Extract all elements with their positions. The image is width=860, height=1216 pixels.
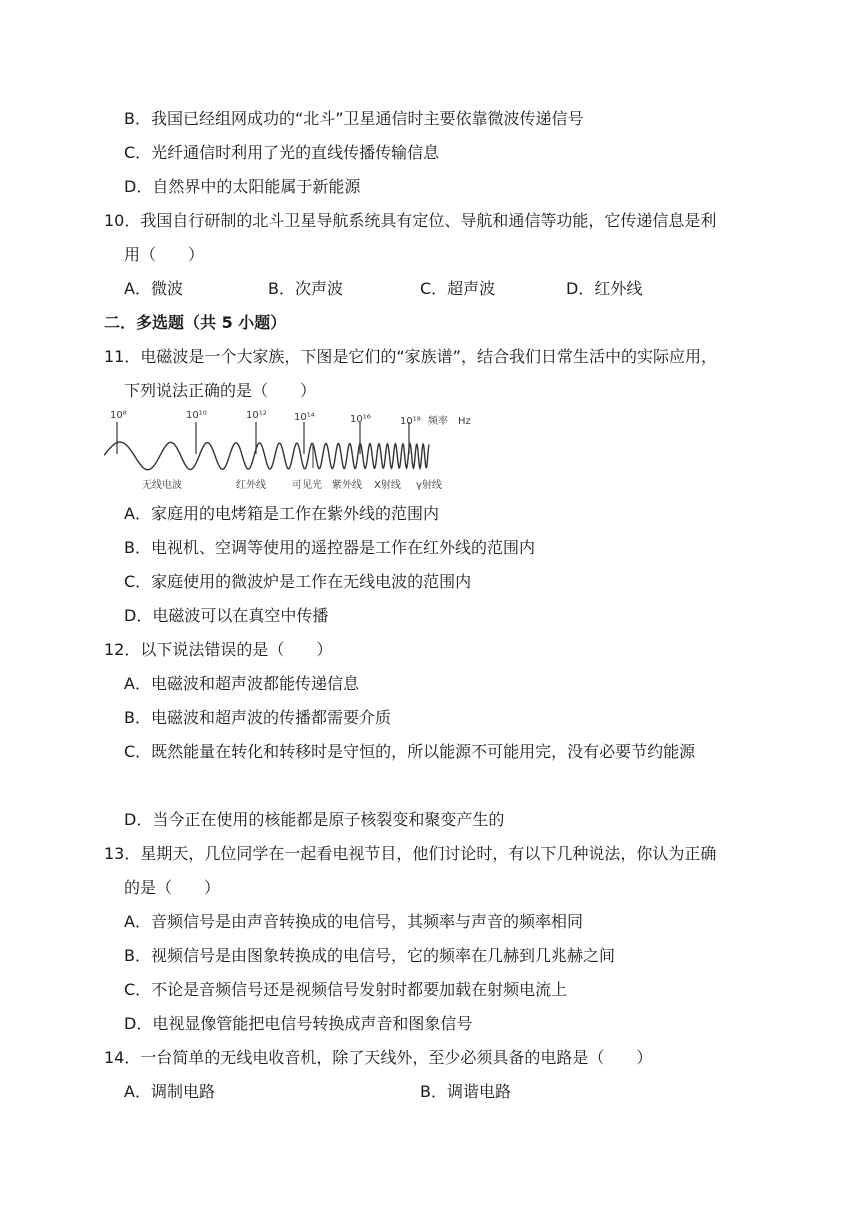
q12-option-d: D．当今正在使用的核能都是原子核裂变和聚变产生的 (124, 810, 505, 829)
q9-option-d: D．自然界中的太阳能属于新能源 (124, 177, 361, 196)
q14-stem: 14．一台简单的无线电收音机，除了天线外，至少必须具备的电路是（ ） (104, 1048, 653, 1067)
q13-option-a: A．音频信号是由声音转换成的电信号，其频率与声音的频率相同 (124, 912, 583, 931)
band-label-radio: 无线电波 (142, 480, 182, 491)
freq-label-1e12: 10¹² (246, 410, 267, 421)
q14-option-a: A．调制电路 (124, 1082, 215, 1101)
q11-stem-line2: 下列说法正确的是（ ） (124, 381, 317, 400)
em-spectrum-figure (104, 406, 474, 496)
spectrum-wave (104, 442, 429, 470)
freq-axis-label: 频率 Hz (428, 416, 471, 427)
band-label-visible: 可见光 (292, 480, 322, 491)
q11-option-a: A．家庭用的电烤箱是工作在紫外线的范围内 (124, 504, 439, 523)
band-label-ultraviolet: 紫外线 (332, 480, 362, 491)
freq-label-1e16: 10¹⁶ (350, 414, 371, 425)
freq-label-1e18: 10¹⁸ (400, 416, 421, 427)
freq-label-1e14: 10¹⁴ (294, 412, 315, 423)
q13-option-d: D．电视显像管能把电信号转换成声音和图象信号 (124, 1014, 473, 1033)
band-label-gamma: γ射线 (416, 480, 442, 491)
q11-option-b: B．电视机、空调等使用的遥控器是工作在红外线的范围内 (124, 538, 535, 557)
q13-option-b: B．视频信号是由图象转换成的电信号，它的频率在几赫到几兆赫之间 (124, 946, 615, 965)
q11-option-d: D．电磁波可以在真空中传播 (124, 606, 329, 625)
q11-stem-line1: 11．电磁波是一个大家族，下图是它们的“家族谱”，结合我们日常生活中的实际应用， (104, 347, 717, 366)
q9-option-b: B．我国已经组网成功的“北斗”卫星通信时主要依靠微波传递信号 (124, 109, 584, 128)
q10-stem-line1: 10．我国自行研制的北斗卫星导航系统具有定位、导航和通信等功能，它传递信息是利 (104, 211, 717, 230)
q9-option-c: C．光纤通信时利用了光的直线传播传输信息 (124, 143, 440, 162)
q10-option-b: B．次声波 (268, 279, 343, 298)
q10-option-d: D．红外线 (566, 279, 643, 298)
q14-option-b: B．调谐电路 (420, 1082, 511, 1101)
q12-option-a: A．电磁波和超声波都能传递信息 (124, 674, 359, 693)
q10-options (0, 279, 860, 299)
band-label-xray: X射线 (374, 480, 401, 491)
band-label-infrared: 红外线 (236, 480, 266, 491)
section-title: 二．多选题（共 5 小题） (104, 313, 287, 332)
freq-label-1e10: 10¹⁰ (186, 410, 207, 421)
q12-option-c: C．既然能量在转化和转移时是守恒的，所以能源不可能用完，没有必要节约能源 (124, 742, 696, 761)
q13-stem-line2: 的是（ ） (124, 878, 221, 897)
q13-option-c: C．不论是音频信号还是视频信号发射时都要加载在射频电流上 (124, 980, 568, 999)
q11-option-c: C．家庭使用的微波炉是工作在无线电波的范围内 (124, 572, 472, 591)
q10-option-a: A．微波 (124, 279, 183, 298)
freq-label-1e8: 10⁸ (110, 410, 127, 421)
q12-option-b: B．电磁波和超声波的传播都需要介质 (124, 708, 391, 727)
q13-stem-line1: 13．星期天，几位同学在一起看电视节目，他们讨论时，有以下几种说法，你认为正确 (104, 844, 717, 863)
q14-options (0, 1082, 860, 1102)
q12-stem: 12．以下说法错误的是（ ） (104, 640, 333, 659)
q10-stem-line2: 用（ ） (124, 245, 205, 264)
q10-option-c: C．超声波 (420, 279, 496, 298)
